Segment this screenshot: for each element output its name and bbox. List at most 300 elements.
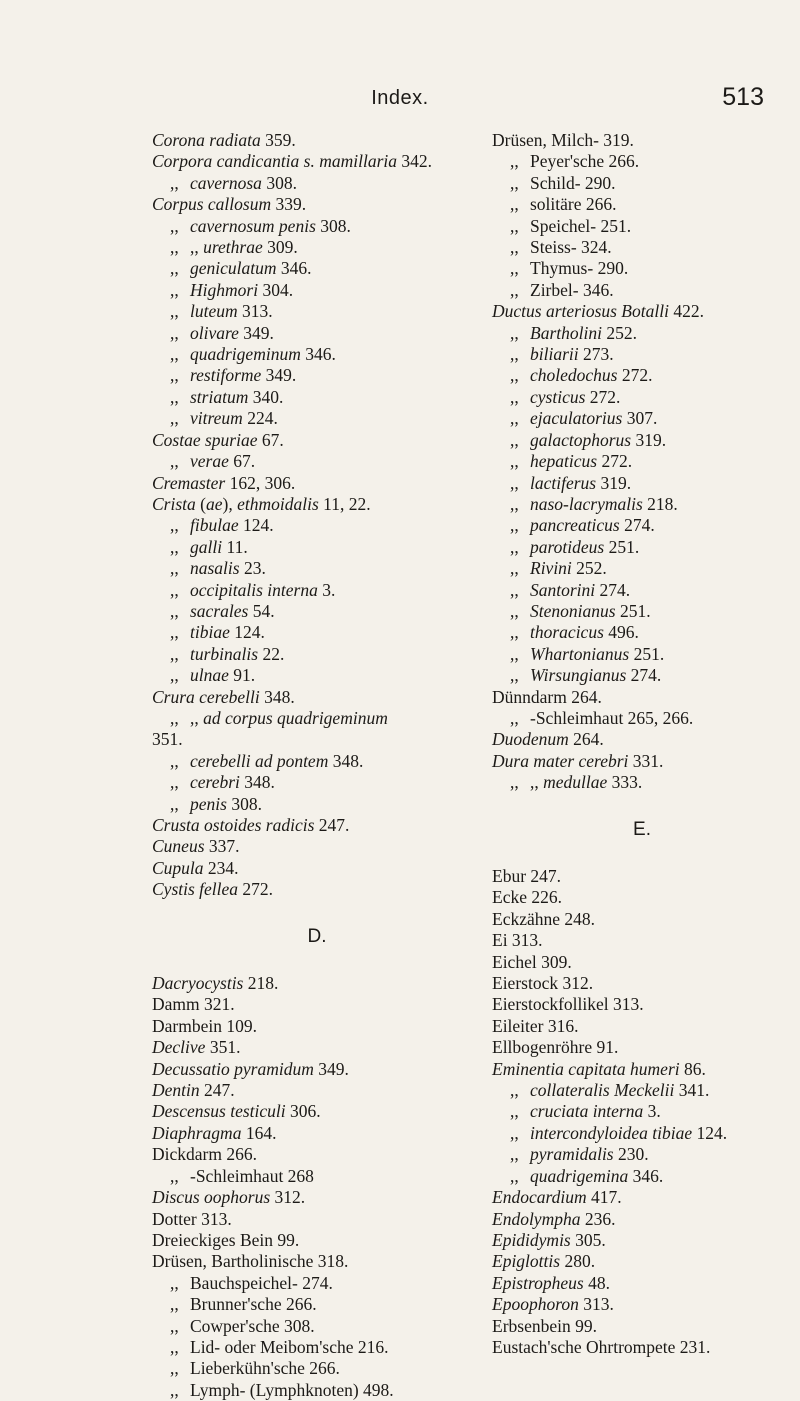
index-entry: [152, 1209, 482, 1230]
entry-text: 308.: [261, 172, 297, 193]
index-entry: [152, 1101, 482, 1122]
index-entry: [152, 1123, 482, 1144]
entry-text: 272.: [597, 451, 633, 472]
index-entry: [152, 151, 482, 172]
index-subentry: [492, 537, 792, 558]
entry-term: ae: [205, 493, 223, 514]
entry-term: luteum: [190, 301, 238, 322]
entry-term: Highmori: [190, 279, 259, 300]
index-subentry: [152, 280, 482, 301]
index-subentry: [152, 751, 482, 772]
index-entry: [492, 1187, 792, 1208]
entry-term: sacrales: [190, 600, 249, 621]
page-number: 513: [722, 83, 764, 111]
entry-term: Crista: [152, 493, 196, 514]
entry-term: Cupula: [152, 857, 204, 878]
entry-term: galactophorus: [530, 429, 632, 450]
section-letter: E.: [633, 818, 651, 840]
entry-text: Steiss- 324.: [530, 237, 612, 258]
section-spacer: [492, 840, 792, 866]
index-entry: [492, 1251, 792, 1272]
entry-text: 349.: [238, 322, 274, 343]
entry-text: 348.: [328, 750, 364, 771]
index-subentry: [152, 408, 482, 429]
index-entry: [492, 1316, 792, 1337]
entry-text: 247.: [199, 1080, 235, 1101]
entry-text: ,,: [190, 707, 204, 728]
entry-term: parotideus: [530, 536, 605, 557]
ditto-mark: ,,: [170, 451, 179, 472]
index-subentry: [152, 301, 482, 322]
ditto-mark: ,,: [170, 279, 179, 300]
entry-text: 86.: [679, 1058, 706, 1079]
entry-text: 305.: [570, 1229, 606, 1250]
entry-text: 342.: [397, 151, 433, 172]
index-subentry: [492, 665, 792, 686]
ditto-mark: ,,: [170, 1294, 179, 1315]
entry-term: quadrigeminum: [190, 344, 301, 365]
index-subentry: [152, 1380, 482, 1401]
entry-text: 319.: [596, 472, 632, 493]
entry-text: 274.: [595, 579, 631, 600]
entry-term: naso-lacrymalis: [530, 493, 643, 514]
index-entry: [152, 194, 482, 215]
ditto-mark: ,,: [170, 515, 179, 536]
section-spacer: [492, 794, 792, 819]
entry-text: 309.: [262, 237, 298, 258]
entry-text: 346.: [300, 344, 336, 365]
ditto-mark: ,,: [170, 258, 179, 279]
index-entry: [492, 130, 792, 151]
ditto-mark: ,,: [170, 665, 179, 686]
index-entry: [152, 1144, 482, 1165]
ditto-mark: ,,: [510, 515, 519, 536]
ditto-mark: ,,: [170, 408, 179, 429]
entry-term: quadrigemina: [530, 1165, 629, 1186]
index-subentry: [152, 451, 482, 472]
entry-term: collateralis Meckelii: [530, 1080, 675, 1101]
index-subentry: [152, 1166, 482, 1187]
index-entry: [492, 1059, 792, 1080]
entry-text: 417.: [586, 1187, 622, 1208]
index-entry: [492, 301, 792, 322]
entry-text: 11, 22.: [318, 493, 371, 514]
entry-term: ad corpus quadrigeminum: [203, 707, 388, 728]
entry-text: ): [222, 493, 229, 514]
entry-term: , ethmoidalis: [228, 493, 319, 514]
index-entry: [152, 858, 482, 879]
entry-term: intercondyloidea tibiae: [530, 1122, 693, 1143]
entry-text: 333.: [607, 772, 643, 793]
ditto-mark: ,,: [170, 344, 179, 365]
index-subentry: [152, 323, 482, 344]
ditto-mark: ,,: [510, 322, 519, 343]
ditto-mark: ,,: [510, 493, 519, 514]
entry-text: 319.: [631, 429, 667, 450]
index-subentry: [152, 708, 482, 729]
entry-text: 274.: [626, 665, 662, 686]
ditto-mark: ,,: [170, 707, 179, 728]
entry-term: biliarii: [530, 344, 579, 365]
ditto-mark: ,,: [170, 600, 179, 621]
index-subentry: [492, 430, 792, 451]
entry-text: 313.: [237, 301, 273, 322]
entry-text: 3.: [317, 579, 336, 600]
entry-text: Eckzähne 248.: [492, 908, 596, 929]
entry-text: 349.: [313, 1058, 349, 1079]
section-spacer: [152, 947, 482, 973]
entry-text: 307.: [622, 408, 658, 429]
ditto-mark: ,,: [510, 194, 519, 215]
entry-term: Corona radiata: [152, 130, 261, 150]
entry-text: Zirbel- 346.: [530, 279, 614, 300]
entry-text: Ellbogenröhre 91.: [492, 1037, 619, 1058]
entry-text: 48.: [583, 1272, 610, 1293]
entry-text: 251.: [629, 643, 665, 664]
index-subentry: [492, 494, 792, 515]
entry-text: 230.: [613, 1144, 649, 1165]
ditto-mark: ,,: [170, 1336, 179, 1357]
ditto-mark: ,,: [170, 1272, 179, 1293]
index-entry: [152, 879, 482, 900]
index-subentry: [152, 794, 482, 815]
index-entry: [492, 952, 792, 973]
entry-text: 251.: [615, 600, 651, 621]
index-subentry: [492, 237, 792, 258]
entry-text: Cowper'sche 308.: [190, 1315, 315, 1336]
ditto-mark: ,,: [170, 386, 179, 407]
entry-term: pancreaticus: [530, 515, 620, 536]
entry-text: 359.: [260, 130, 296, 150]
index-subentry: [492, 1166, 792, 1187]
entry-text: Ei 313.: [492, 930, 543, 951]
entry-text: 234.: [203, 857, 239, 878]
entry-term: Diaphragma: [152, 1122, 242, 1143]
entry-text: Erbsenbein 99.: [492, 1315, 597, 1336]
entry-term: Discus oophorus: [152, 1187, 271, 1208]
index-entry: [492, 887, 792, 908]
entry-text: 422.: [668, 301, 704, 322]
entry-text: 308.: [226, 793, 262, 814]
index-subentry: [152, 644, 482, 665]
index-column-left: [152, 130, 482, 1401]
entry-text: 252.: [571, 558, 607, 579]
entry-term: geniculatum: [190, 258, 277, 279]
section-letter: D.: [307, 925, 327, 947]
entry-text: Ecke 226.: [492, 887, 562, 908]
entry-text: Drüsen, Bartholinische 318.: [152, 1251, 349, 1272]
index-subentry: [492, 387, 792, 408]
ditto-mark: ,,: [510, 237, 519, 258]
entry-text: 67.: [257, 429, 284, 450]
entry-text: 247.: [314, 815, 350, 835]
index-subentry: [152, 365, 482, 386]
ditto-mark: ,,: [510, 279, 519, 300]
ditto-mark: ,,: [510, 215, 519, 236]
entry-text: 251.: [604, 536, 640, 557]
entry-term: Epoophoron: [492, 1294, 579, 1315]
ditto-mark: ,,: [510, 151, 519, 172]
entry-text: Dotter 313.: [152, 1208, 232, 1229]
entry-term: cerebelli ad pontem: [190, 750, 329, 771]
entry-text: 304.: [258, 279, 294, 300]
ditto-mark: ,,: [170, 622, 179, 643]
entry-text: 124.: [238, 515, 274, 536]
entry-text: 351.: [152, 729, 183, 750]
entry-term: tibiae: [190, 622, 230, 643]
entry-term: Endolympha: [492, 1208, 581, 1229]
ditto-mark: ,,: [510, 472, 519, 493]
index-subentry: [492, 515, 792, 536]
index-subentry: [152, 1294, 482, 1315]
index-entry: [492, 1337, 792, 1358]
index-entry: [152, 1230, 482, 1251]
ditto-mark: ,,: [510, 622, 519, 643]
entry-text: 164.: [241, 1122, 277, 1143]
index-subentry: [152, 173, 482, 194]
entry-term: cysticus: [530, 386, 586, 407]
entry-term: Decussatio pyramidum: [152, 1058, 314, 1079]
entry-text: Eustach'sche Ohrtrompete 231.: [492, 1336, 711, 1357]
entry-text: -Schleimhaut 265, 266.: [530, 707, 694, 728]
entry-text: Darmbein 109.: [152, 1015, 257, 1036]
ditto-mark: ,,: [170, 579, 179, 600]
entry-text: 306.: [285, 1101, 321, 1122]
entry-text: 351.: [205, 1037, 241, 1058]
entry-term: choledochus: [530, 365, 618, 386]
entry-text: 331.: [628, 750, 664, 771]
index-subentry: [492, 644, 792, 665]
entry-term: urethrae: [203, 237, 263, 258]
entry-text: 54.: [248, 600, 275, 621]
ditto-mark: ,,: [170, 643, 179, 664]
index-subentry: [152, 515, 482, 536]
ditto-mark: ,,: [510, 172, 519, 193]
entry-term: pyramidalis: [530, 1144, 614, 1165]
entry-text: 272.: [238, 879, 274, 900]
entry-text: Lieberkühn'sche 266.: [190, 1358, 340, 1379]
entry-text: ,,: [190, 237, 204, 258]
entry-term: ejaculatorius: [530, 408, 623, 429]
index-entry: [492, 866, 792, 887]
index-subentry: [492, 1123, 792, 1144]
index-entry: [492, 909, 792, 930]
entry-term: Crura cerebelli: [152, 686, 260, 707]
index-subentry: [492, 258, 792, 279]
entry-text: 272.: [585, 386, 621, 407]
index-subentry: [152, 216, 482, 237]
index-subentry: [492, 151, 792, 172]
index-subentry: [152, 537, 482, 558]
entry-text: 308.: [315, 215, 351, 236]
ditto-mark: ,,: [510, 1165, 519, 1186]
ditto-mark: ,,: [510, 1144, 519, 1165]
entry-term: restiforme: [190, 365, 262, 386]
entry-text: 218.: [642, 493, 678, 514]
index-subentry: [492, 344, 792, 365]
entry-text: Lid- oder Meibom'sche 216.: [190, 1336, 389, 1357]
index-entry: [492, 687, 792, 708]
entry-term: Epistropheus: [492, 1272, 584, 1293]
entry-term: Descensus testiculi: [152, 1101, 286, 1122]
entry-text: 3.: [643, 1101, 661, 1122]
entry-text: 67.: [228, 451, 256, 472]
index-subentry: [492, 194, 792, 215]
index-entry: [152, 729, 482, 750]
entry-term: Stenonianus: [530, 600, 616, 621]
index-subentry: [152, 258, 482, 279]
entry-text: 224.: [242, 408, 278, 429]
index-subentry: [152, 580, 482, 601]
ditto-mark: ,,: [170, 172, 179, 193]
entry-term: Crusta ostoides radicis: [152, 815, 315, 835]
entry-text: Drüsen, Milch- 319.: [492, 130, 634, 150]
index-subentry: [492, 323, 792, 344]
entry-term: olivare: [190, 322, 239, 343]
entry-term: cavernosa: [190, 172, 262, 193]
index-entry: [152, 1251, 482, 1272]
entry-term: cavernosum penis: [190, 215, 316, 236]
index-entry: [152, 430, 482, 451]
entry-text: 23.: [239, 558, 266, 579]
index-subentry: [492, 772, 792, 793]
entry-text: Eichel 309.: [492, 951, 572, 972]
entry-text: -Schleimhaut 268: [190, 1165, 314, 1186]
entry-term: occipitalis interna: [190, 579, 318, 600]
entry-text: 124.: [692, 1122, 728, 1143]
index-subentry: [152, 1273, 482, 1294]
ditto-mark: ,,: [510, 665, 519, 686]
index-subentry: [152, 1316, 482, 1337]
entry-text: Ebur 247.: [492, 866, 562, 886]
entry-text: 496.: [603, 622, 639, 643]
index-subentry: [152, 601, 482, 622]
ditto-mark: ,,: [510, 1122, 519, 1143]
page-header: [0, 85, 800, 115]
index-entry: [492, 994, 792, 1015]
entry-text: Eileiter 316.: [492, 1015, 579, 1036]
index-subentry: [152, 1337, 482, 1358]
entry-text: Eierstock 312.: [492, 973, 594, 994]
index-subentry: [492, 408, 792, 429]
entry-text: 312.: [270, 1187, 306, 1208]
ditto-mark: ,,: [510, 365, 519, 386]
ditto-mark: ,,: [170, 1165, 179, 1186]
entry-text: Eierstockfollikel 313.: [492, 994, 644, 1015]
entry-text: 337.: [204, 836, 240, 857]
index-subentry: [492, 280, 792, 301]
ditto-mark: ,,: [170, 793, 179, 814]
entry-text: Brunner'sche 266.: [190, 1294, 317, 1315]
index-subentry: [492, 622, 792, 643]
index-entry: [152, 1037, 482, 1058]
entry-term: Dacryocystis: [152, 973, 244, 994]
index-subentry: [152, 622, 482, 643]
index-subentry: [492, 601, 792, 622]
entry-term: galli: [190, 536, 223, 557]
index-column-right: [492, 130, 792, 1358]
entry-text: 91.: [228, 665, 256, 686]
entry-term: medullae: [543, 772, 608, 793]
entry-term: Dura mater cerebri: [492, 750, 629, 771]
entry-text: 313.: [578, 1294, 614, 1315]
ditto-mark: ,,: [170, 301, 179, 322]
entry-text: Lymph- (Lymphknoten) 498.: [190, 1379, 394, 1400]
index-entry: [492, 973, 792, 994]
entry-term: fibulae: [190, 515, 239, 536]
ditto-mark: ,,: [510, 451, 519, 472]
index-subentry: [152, 1358, 482, 1379]
entry-text: solitäre 266.: [530, 194, 617, 215]
index-subentry: [152, 344, 482, 365]
ditto-mark: ,,: [170, 1315, 179, 1336]
entry-term: Endocardium: [492, 1187, 587, 1208]
ditto-mark: ,,: [170, 1358, 179, 1379]
entry-text: 162, 306.: [225, 472, 296, 493]
ditto-mark: ,,: [510, 1080, 519, 1101]
entry-term: Cremaster: [152, 472, 226, 493]
ditto-mark: ,,: [170, 750, 179, 771]
index-entry: [152, 1059, 482, 1080]
ditto-mark: ,,: [510, 258, 519, 279]
entry-text: Dreieckiges Bein 99.: [152, 1229, 300, 1250]
page-title: Index.: [371, 87, 429, 109]
index-subentry: [152, 558, 482, 579]
index-entry: [152, 130, 482, 151]
index-subentry: [492, 451, 792, 472]
entry-term: thoracicus: [530, 622, 604, 643]
index-entry: [152, 973, 482, 994]
index-entry: [492, 1037, 792, 1058]
entry-text: (: [195, 493, 206, 514]
entry-text: 11.: [222, 536, 248, 557]
entry-term: striatum: [190, 386, 249, 407]
entry-text: 348.: [239, 772, 275, 793]
index-subentry: [492, 708, 792, 729]
entry-term: cruciata interna: [530, 1101, 644, 1122]
entry-text: 348.: [259, 686, 295, 707]
entry-text: 273.: [578, 344, 614, 365]
ditto-mark: ,,: [510, 408, 519, 429]
index-entry: [492, 1230, 792, 1251]
index-subentry: [492, 558, 792, 579]
ditto-mark: ,,: [510, 1101, 519, 1122]
entry-text: 218.: [243, 973, 279, 994]
entry-term: penis: [190, 793, 227, 814]
entry-term: cerebri: [190, 772, 240, 793]
entry-text: 280.: [560, 1251, 596, 1272]
ditto-mark: ,,: [170, 215, 179, 236]
entry-term: Santorini: [530, 579, 596, 600]
index-subentry: [492, 580, 792, 601]
entry-text: 274.: [619, 515, 655, 536]
ditto-mark: ,,: [510, 536, 519, 557]
index-subentry: [492, 365, 792, 386]
ditto-mark: ,,: [510, 344, 519, 365]
entry-text: 264.: [568, 729, 604, 750]
ditto-mark: ,,: [510, 558, 519, 579]
index-subentry: [492, 216, 792, 237]
section-spacer: [152, 901, 482, 926]
index-entry: [492, 1273, 792, 1294]
ditto-mark: ,,: [170, 322, 179, 343]
entry-term: Epiglottis: [492, 1251, 561, 1272]
index-subentry: [152, 772, 482, 793]
ditto-mark: ,,: [170, 365, 179, 386]
entry-text: 339.: [271, 194, 307, 215]
entry-text: Dünndarm 264.: [492, 686, 602, 707]
ditto-mark: ,,: [510, 386, 519, 407]
